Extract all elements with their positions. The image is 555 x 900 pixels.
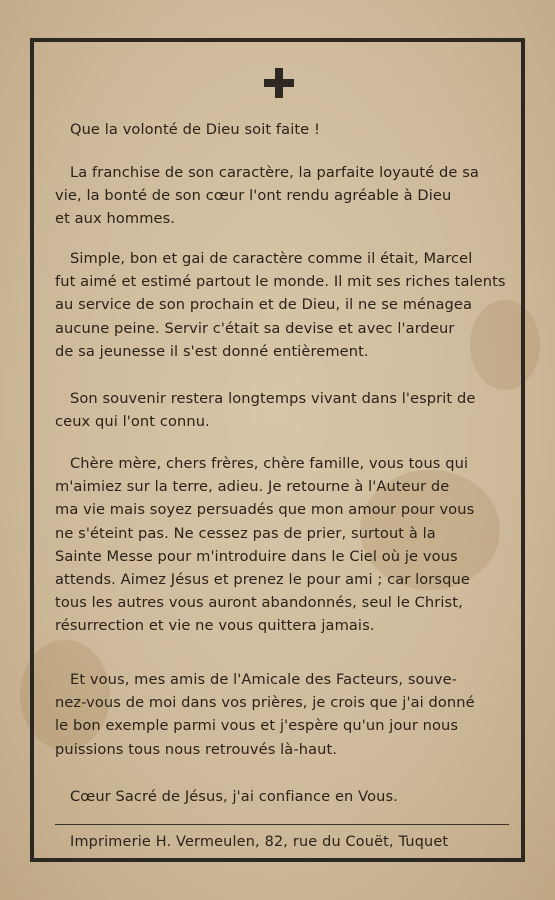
text-line: nez-vous de moi dans vos prières, je crois que j'ai donné: [55, 694, 475, 712]
paragraph-prayer: [55, 785, 513, 808]
text-line: de sa jeunesse il s'est donné entièrement.: [55, 342, 369, 360]
text-line: m'aimiez sur la terre, adieu. Je retourne à l'Auteur de: [55, 478, 450, 496]
text-line: Son souvenir restera longtemps vivant dans l'esprit de: [70, 390, 476, 407]
printer-imprint: Imprimerie H. Vermeulen, 82, rue du Couët, Tuquet: [70, 834, 449, 850]
text-line: vie, la bonté de son cœur l'ont rendu agréable à Dieu: [55, 187, 452, 205]
paragraph-farewell: [55, 452, 513, 638]
text-line: au service de son prochain et de Dieu, il ne se ménagea: [55, 296, 473, 314]
text-line: aucune peine. Servir c'était sa devise et avec l'ardeur: [55, 319, 455, 337]
cross-icon: [264, 68, 294, 98]
divider: [55, 824, 509, 825]
paragraph-life: [55, 247, 513, 363]
paragraph-opening: [55, 118, 513, 141]
text-line: ceux qui l'ont connu.: [55, 413, 210, 431]
text-line: ne s'éteint pas. Ne cessez pas de prier, surtout à la: [55, 524, 436, 542]
text-line: Sainte Messe pour m'introduire dans le Ciel où je vous: [55, 547, 458, 565]
paragraph-friends: [55, 668, 513, 761]
text-line: Cœur Sacré de Jésus, j'ai confiance en Vous.: [70, 788, 398, 805]
text-line: La franchise de son caractère, la parfaite loyauté de sa: [70, 164, 479, 181]
paragraph-character: [55, 161, 513, 231]
text-line: et aux hommes.: [55, 210, 176, 228]
text-line: le bon exemple parmi vous et j'espère qu'un jour nous: [55, 717, 459, 735]
paragraph-memory: [55, 387, 513, 433]
text-line: fut aimé et estimé partout le monde. Il mit ses riches talents: [55, 273, 506, 291]
text-line: Et vous, mes amis de l'Amicale des Facteurs, souve-: [70, 671, 458, 688]
text-line: Chère mère, chers frères, chère famille, vous tous qui: [70, 455, 469, 472]
text-line: Que la volonté de Dieu soit faite !: [70, 121, 320, 138]
text-line: Simple, bon et gai de caractère comme il était, Marcel: [70, 250, 473, 267]
text-line: résurrection et vie ne vous quittera jamais.: [55, 617, 375, 635]
text-line: tous les autres vous auront abandonnés, seul le Christ,: [55, 594, 463, 612]
text-line: attends. Aimez Jésus et prenez le pour ami ; car lorsque: [55, 571, 470, 589]
text-line: ma vie mais soyez persuadés que mon amour pour vous: [55, 501, 475, 519]
text-line: puissions tous nous retrouvés là-haut.: [55, 740, 338, 758]
